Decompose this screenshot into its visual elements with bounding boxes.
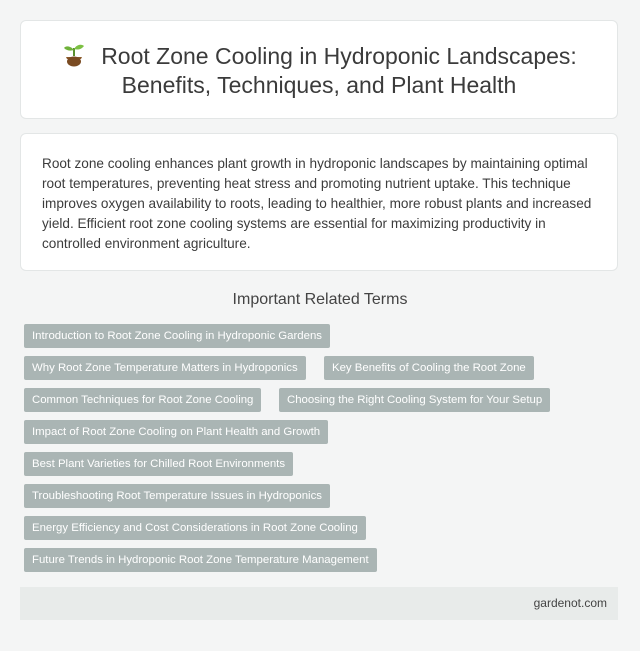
related-term-tag[interactable]: Best Plant Varieties for Chilled Root Environments — [24, 452, 293, 476]
related-term-tag[interactable]: Future Trends in Hydroponic Root Zone Temperature Management — [24, 548, 377, 572]
related-term-tag[interactable]: Choosing the Right Cooling System for Your Setup — [279, 388, 550, 412]
page-title — [21, 42, 617, 100]
footer — [20, 587, 618, 620]
title-line-2: Benefits, Techniques, and Plant Health — [121, 72, 517, 98]
title-line-1: Root Zone Cooling in Hydroponic Landscapes: — [101, 43, 577, 69]
related-term-tag[interactable]: Energy Efficiency and Cost Considerations in Root Zone Cooling — [24, 516, 366, 540]
related-term-tag[interactable]: Troubleshooting Root Temperature Issues in Hydroponics — [24, 484, 330, 508]
footer-site-link[interactable]: gardenot.com — [533, 596, 607, 610]
related-term-tag[interactable]: Common Techniques for Root Zone Cooling — [24, 388, 261, 412]
summary-text: Root zone cooling enhances plant growth in hydroponic landscapes by maintaining optimal root temperatures, preventing heat stress and promoting nutrient uptake. This technique improves oxygen availability to roots, leading to healthier, more robust plants and increased yield. Efficient root zone cooling systems are essential for maximizing productivity in controlled environment agriculture. — [42, 156, 592, 251]
related-term-tag[interactable]: Key Benefits of Cooling the Root Zone — [324, 356, 534, 380]
related-term-tag[interactable]: Introduction to Root Zone Cooling in Hydroponic Gardens — [24, 324, 330, 348]
related-term-tag[interactable]: Why Root Zone Temperature Matters in Hydroponics — [24, 356, 306, 380]
related-term-tag[interactable]: Impact of Root Zone Cooling on Plant Health and Growth — [24, 420, 328, 444]
summary-card — [20, 133, 618, 271]
related-terms-heading: Important Related Terms — [232, 291, 408, 308]
seedling-icon — [61, 42, 87, 68]
title-card — [20, 20, 618, 119]
